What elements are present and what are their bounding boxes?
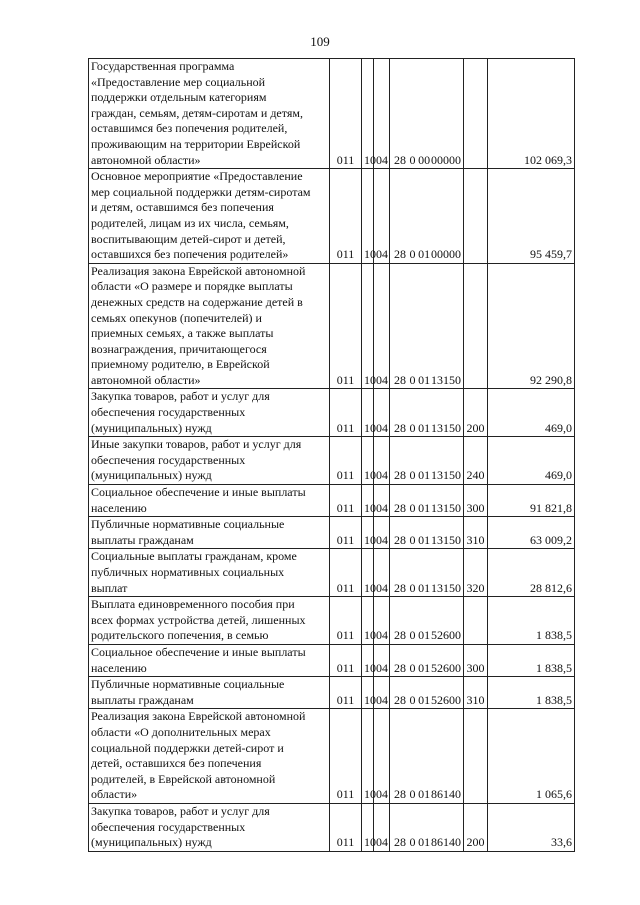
description-line: области «О дополнительных мерах: [91, 724, 271, 739]
section-code: 10: [362, 437, 374, 485]
subsection-code: 04: [374, 644, 390, 676]
target-article-code: [390, 437, 464, 485]
target-article-parts: [392, 693, 461, 709]
row-description: [89, 803, 330, 851]
target-article-code: [390, 644, 464, 676]
section-code: 10: [362, 263, 374, 389]
description-line: выплаты гражданам: [91, 532, 194, 547]
expense-type-code: [464, 169, 488, 264]
target-article-part: 0: [409, 787, 416, 802]
ministry-code: 011: [330, 169, 362, 264]
target-article-parts: [392, 501, 461, 517]
target-article-part: 0: [409, 692, 416, 707]
target-article-part: 00: [418, 152, 431, 167]
target-article-part: 01: [418, 835, 431, 850]
target-article-part: 0: [409, 500, 416, 515]
target-article-code: [390, 803, 464, 851]
target-article-part: 0: [409, 420, 416, 435]
description-line: Государственная программа: [91, 59, 235, 73]
target-article-parts: [392, 581, 461, 597]
description-line: Социальное обеспечение и иные выплаты: [91, 644, 306, 659]
table-row: [89, 677, 575, 709]
description-line: публичных нормативных социальных: [91, 565, 285, 579]
target-article-part: 0: [409, 468, 416, 483]
section-code: 10: [362, 59, 374, 169]
section-code: 10: [362, 597, 374, 645]
target-article-part: 28: [394, 372, 406, 387]
description-line: семьях опекунов (попечителей) и: [91, 310, 262, 325]
table-row: [89, 803, 575, 851]
amount: 63 009,2: [488, 517, 575, 549]
section-code: 10: [362, 549, 374, 597]
target-article-parts: [392, 787, 461, 803]
target-article-code: [390, 517, 464, 549]
row-description: [89, 549, 330, 597]
subsection-code: 04: [374, 709, 390, 804]
row-description: [89, 389, 330, 437]
target-article-part: 28: [394, 628, 406, 643]
table-row: [89, 485, 575, 517]
section-code: 10: [362, 169, 374, 264]
target-article-part: 0: [409, 152, 416, 167]
description-line: области»: [91, 787, 138, 802]
table-row: [89, 389, 575, 437]
description-line: обеспечения государственных: [91, 452, 246, 467]
description-line: приемных семьях, а также выплаты: [91, 326, 274, 341]
target-article-part: 28: [394, 500, 406, 515]
description-line: оставшихся без попечения родителей»: [91, 247, 289, 262]
amount: 102 069,3: [488, 59, 575, 169]
expense-type-code: 200: [464, 389, 488, 437]
description-line: (муниципальных) нужд: [91, 468, 212, 483]
ministry-code: 011: [330, 644, 362, 676]
ministry-code: 011: [330, 263, 362, 389]
target-article-part: 28: [394, 247, 406, 262]
description-line: Социальное обеспечение и иные выплаты: [91, 485, 306, 500]
expense-type-code: 300: [464, 485, 488, 517]
target-article-parts: [392, 153, 461, 169]
row-description: [89, 517, 330, 549]
section-code: 10: [362, 517, 374, 549]
subsection-code: 04: [374, 169, 390, 264]
subsection-code: 04: [374, 437, 390, 485]
description-line: выплат: [91, 580, 128, 595]
row-description: [89, 677, 330, 709]
target-article-part: 28: [394, 692, 406, 707]
ministry-code: 011: [330, 485, 362, 517]
table-row: [89, 709, 575, 804]
ministry-code: 011: [330, 677, 362, 709]
target-article-code: [390, 677, 464, 709]
row-description: [89, 709, 330, 804]
description-line: родительского попечения, в семью: [91, 628, 269, 643]
subsection-code: 04: [374, 677, 390, 709]
description-line: Основное мероприятие «Предоставление: [91, 169, 303, 184]
description-line: населению: [91, 500, 147, 515]
ministry-code: 011: [330, 803, 362, 851]
ministry-code: 011: [330, 389, 362, 437]
target-article-part: 13150: [431, 372, 461, 387]
description-line: Выплата единовременного пособия при: [91, 597, 295, 612]
target-article-parts: [392, 373, 461, 389]
subsection-code: 04: [374, 263, 390, 389]
table-row: [89, 517, 575, 549]
amount: 469,0: [488, 389, 575, 437]
description-line: Закупка товаров, работ и услуг для: [91, 803, 270, 818]
target-article-part: 86140: [431, 787, 461, 802]
expense-type-code: 300: [464, 644, 488, 676]
amount: 28 812,6: [488, 549, 575, 597]
target-article-code: [390, 709, 464, 804]
target-article-parts: [392, 468, 461, 484]
amount: 469,0: [488, 437, 575, 485]
description-line: всех формах устройства детей, лишенных: [91, 612, 306, 627]
subsection-code: 04: [374, 389, 390, 437]
target-article-part: 01: [418, 660, 431, 675]
target-article-part: 28: [394, 420, 406, 435]
expense-type-code: [464, 59, 488, 169]
target-article-part: 00000: [431, 247, 461, 262]
target-article-part: 28: [394, 660, 406, 675]
target-article-part: 01: [418, 532, 431, 547]
target-article-part: 0: [409, 247, 416, 262]
description-line: воспитывающим детей-сирот и детей,: [91, 231, 286, 246]
subsection-code: 04: [374, 59, 390, 169]
ministry-code: 011: [330, 59, 362, 169]
page-number: 109: [310, 34, 330, 49]
target-article-part: 28: [394, 835, 406, 850]
table-row: [89, 59, 575, 169]
ministry-code: 011: [330, 549, 362, 597]
amount: 1 065,6: [488, 709, 575, 804]
section-code: 10: [362, 389, 374, 437]
target-article-part: 01: [418, 420, 431, 435]
description-line: приемному родителю, в Еврейской: [91, 357, 270, 372]
target-article-part: 28: [394, 152, 406, 167]
section-code: 10: [362, 485, 374, 517]
table-row: [89, 263, 575, 389]
subsection-code: 04: [374, 549, 390, 597]
row-description: [89, 485, 330, 517]
target-article-code: [390, 597, 464, 645]
amount: 1 838,5: [488, 677, 575, 709]
expense-type-code: [464, 597, 488, 645]
description-line: области «О размере и порядке выплаты: [91, 279, 293, 294]
target-article-parts: [392, 421, 461, 437]
target-article-part: 86140: [431, 835, 461, 850]
section-code: 10: [362, 677, 374, 709]
target-article-part: 28: [394, 580, 406, 595]
subsection-code: 04: [374, 803, 390, 851]
ministry-code: 011: [330, 709, 362, 804]
row-description: [89, 59, 330, 169]
target-article-part: 01: [418, 580, 431, 595]
section-code: 10: [362, 803, 374, 851]
target-article-code: [390, 263, 464, 389]
description-line: Социальные выплаты гражданам, кроме: [91, 549, 297, 564]
description-line: денежных средств на содержание детей в: [91, 294, 303, 309]
description-line: мер социальной поддержки детям-сиротам: [91, 184, 311, 199]
description-line: Реализация закона Еврейской автономной: [91, 263, 306, 278]
target-article-parts: [392, 661, 461, 677]
expense-type-code: 310: [464, 677, 488, 709]
row-description: [89, 169, 330, 264]
target-article-part: 28: [394, 468, 406, 483]
target-article-part: 13150: [431, 468, 461, 483]
row-description: [89, 263, 330, 389]
description-line: «Предоставление мер социальной: [91, 74, 266, 89]
target-article-part: 0: [409, 628, 416, 643]
target-article-part: 01: [418, 787, 431, 802]
description-line: детей, оставшихся без попечения: [91, 756, 262, 771]
budget-table: [88, 58, 575, 852]
budget-table-body: [89, 59, 575, 852]
amount: 1 838,5: [488, 597, 575, 645]
row-description: [89, 644, 330, 676]
description-line: Иные закупки товаров, работ и услуг для: [91, 437, 302, 452]
subsection-code: 04: [374, 517, 390, 549]
expense-type-code: [464, 263, 488, 389]
expense-type-code: 200: [464, 803, 488, 851]
section-code: 10: [362, 709, 374, 804]
target-article-part: 01: [418, 628, 431, 643]
ministry-code: 011: [330, 597, 362, 645]
expense-type-code: 240: [464, 437, 488, 485]
description-line: проживающим на территории Еврейской: [91, 136, 301, 151]
ministry-code: 011: [330, 437, 362, 485]
target-article-part: 00000: [431, 152, 461, 167]
table-row: [89, 169, 575, 264]
expense-type-code: [464, 709, 488, 804]
target-article-part: 13150: [431, 532, 461, 547]
row-description: [89, 597, 330, 645]
section-code: 10: [362, 644, 374, 676]
target-article-code: [390, 59, 464, 169]
description-line: (муниципальных) нужд: [91, 835, 212, 850]
subsection-code: 04: [374, 597, 390, 645]
target-article-parts: [392, 533, 461, 549]
target-article-part: 01: [418, 468, 431, 483]
description-line: родителей, лицам из их числа, семьям,: [91, 215, 289, 230]
table-row: [89, 437, 575, 485]
subsection-code: 04: [374, 485, 390, 517]
target-article-part: 52600: [431, 692, 461, 707]
target-article-parts: [392, 835, 461, 851]
row-description: [89, 437, 330, 485]
target-article-part: 28: [394, 787, 406, 802]
target-article-part: 0: [409, 372, 416, 387]
target-article-code: [390, 389, 464, 437]
description-line: обеспечения государственных: [91, 819, 246, 834]
description-line: выплаты гражданам: [91, 692, 194, 707]
expense-type-code: 320: [464, 549, 488, 597]
description-line: Закупка товаров, работ и услуг для: [91, 389, 270, 404]
description-line: Публичные нормативные социальные: [91, 517, 285, 532]
ministry-code: 011: [330, 517, 362, 549]
target-article-code: [390, 549, 464, 597]
amount: 92 290,8: [488, 263, 575, 389]
table-row: [89, 644, 575, 676]
description-line: Публичные нормативные социальные: [91, 677, 285, 692]
description-line: обеспечения государственных: [91, 405, 246, 420]
description-line: поддержки отдельным категориям: [91, 90, 267, 105]
target-article-part: 01: [418, 372, 431, 387]
amount: 95 459,7: [488, 169, 575, 264]
target-article-code: [390, 169, 464, 264]
description-line: автономной области»: [91, 152, 201, 167]
description-line: (муниципальных) нужд: [91, 420, 212, 435]
description-line: вознаграждения, причитающегося: [91, 341, 267, 356]
target-article-code: [390, 485, 464, 517]
target-article-part: 01: [418, 692, 431, 707]
description-line: граждан, семьям, детям-сиротам и детям,: [91, 105, 303, 120]
amount: 1 838,5: [488, 644, 575, 676]
target-article-part: 13150: [431, 420, 461, 435]
description-line: автономной области»: [91, 372, 201, 387]
target-article-part: 01: [418, 500, 431, 515]
table-row: [89, 549, 575, 597]
amount: 33,6: [488, 803, 575, 851]
target-article-parts: [392, 247, 461, 263]
target-article-part: 0: [409, 835, 416, 850]
description-line: Реализация закона Еврейской автономной: [91, 709, 306, 724]
description-line: социальной поддержки детей-сирот и: [91, 740, 284, 755]
description-line: оставшимся без попечения родителей,: [91, 121, 288, 136]
target-article-part: 13150: [431, 500, 461, 515]
target-article-part: 0: [409, 660, 416, 675]
description-line: родителей, в Еврейской автономной: [91, 771, 276, 786]
target-article-parts: [392, 628, 461, 644]
description-line: и детям, оставшимся без попечения: [91, 200, 274, 215]
target-article-part: 0: [409, 580, 416, 595]
target-article-part: 52600: [431, 628, 461, 643]
expense-type-code: 310: [464, 517, 488, 549]
target-article-part: 0: [409, 532, 416, 547]
description-line: населению: [91, 660, 147, 675]
target-article-part: 01: [418, 247, 431, 262]
target-article-part: 52600: [431, 660, 461, 675]
target-article-part: 28: [394, 532, 406, 547]
target-article-part: 13150: [431, 580, 461, 595]
table-row: [89, 597, 575, 645]
amount: 91 821,8: [488, 485, 575, 517]
